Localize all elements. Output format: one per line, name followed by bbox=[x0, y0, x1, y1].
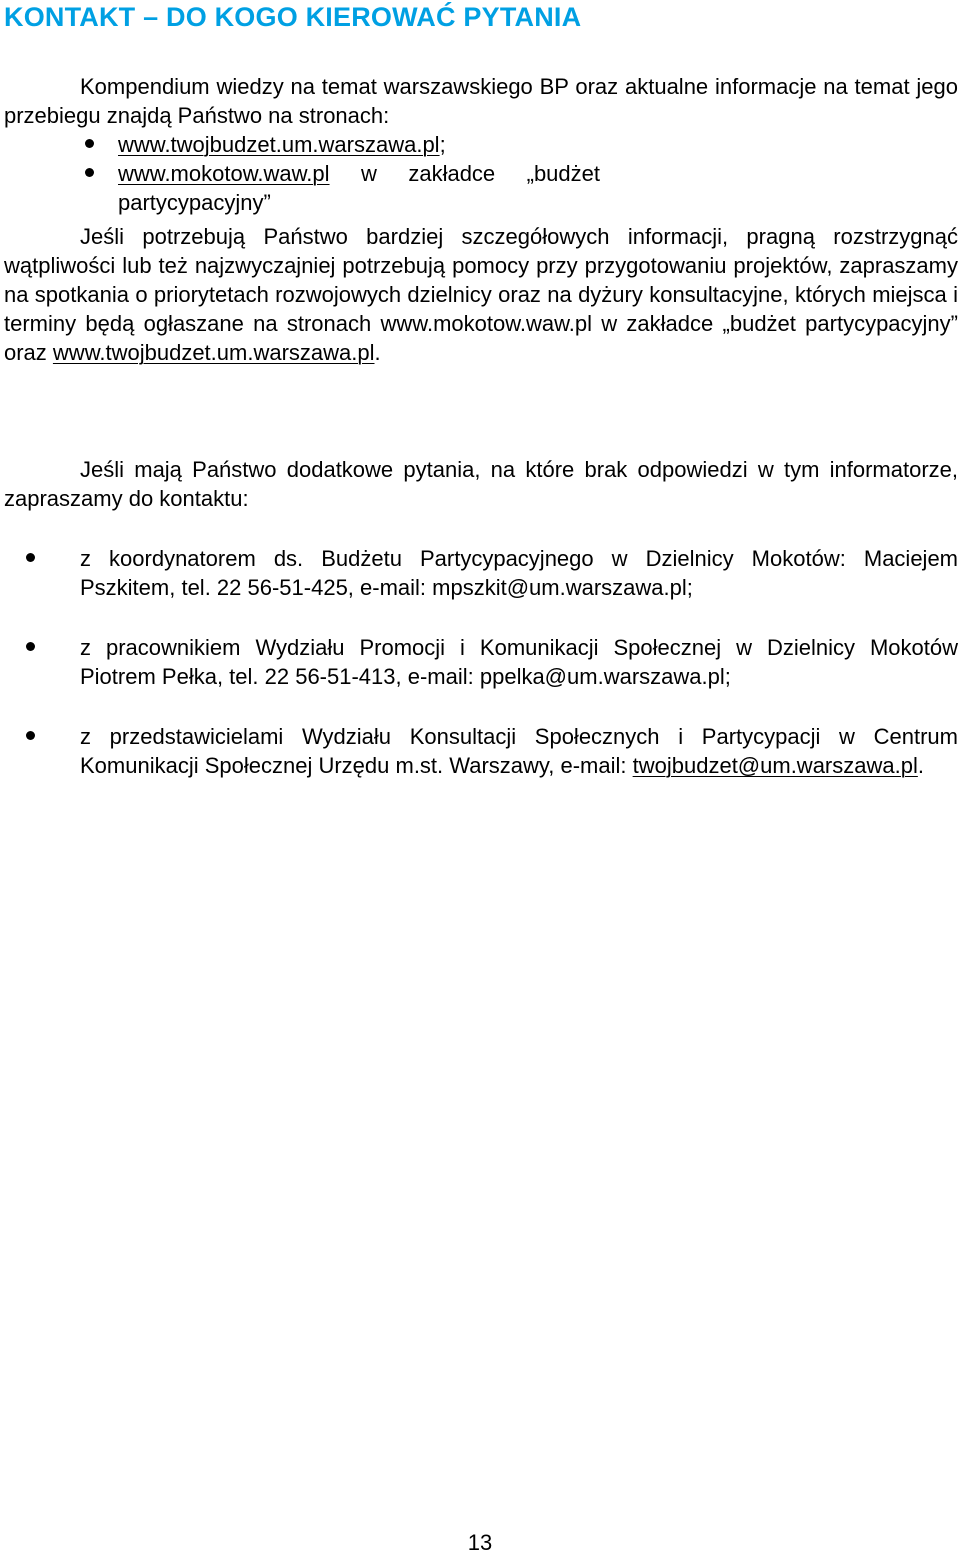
intro-paragraph bbox=[4, 72, 958, 130]
bullet-icon bbox=[26, 731, 35, 740]
paragraph-consultations bbox=[4, 222, 958, 367]
page-title: KONTAKT – DO KOGO KIEROWAĆ PYTANIA bbox=[4, 2, 582, 32]
paragraph-contact-intro: Jeśli mają Państwo dodatkowe pytania, na które brak odpowiedzi w tym informatorze, zapraszamy do kontaktu: bbox=[4, 457, 958, 511]
contact-item bbox=[0, 722, 958, 780]
contact-item bbox=[0, 544, 958, 602]
email-link[interactable]: twojbudzet@um.warszawa.pl bbox=[632, 753, 918, 778]
bullet-icon bbox=[85, 139, 94, 148]
contact-item bbox=[0, 633, 958, 691]
bullet-icon bbox=[26, 553, 35, 562]
link-suffix: w zakładce „budżet partycypacyjny” bbox=[118, 161, 600, 215]
contact-text: z koordynatorem ds. Budżetu Partycypacyjnego w Dzielnicy Mokotów: Maciejem Pszkitem, tel. 22 56-51-425, e-mail: mpszkit@um.warszawa.pl; bbox=[80, 546, 958, 600]
link-twojbudzet-inline[interactable]: www.twojbudzet.um.warszawa.pl bbox=[52, 340, 375, 365]
list-item bbox=[0, 130, 600, 159]
page-number: 13 bbox=[467, 1530, 493, 1555]
paragraph-end: . bbox=[374, 340, 381, 365]
intro-text: Kompendium wiedzy na temat warszawskiego BP oraz aktualne informacje na temat jego przebiegu znajdą Państwo na stronach: bbox=[4, 74, 958, 128]
contact-end: . bbox=[917, 753, 924, 778]
bullet-icon bbox=[26, 642, 35, 651]
list-item bbox=[0, 159, 600, 217]
contacts-list bbox=[0, 544, 958, 780]
link-suffix: ; bbox=[439, 132, 446, 157]
contact-text: z pracownikiem Wydziału Promocji i Komunikacji Społecznej w Dzielnicy Mokotów Piotrem Pełka, tel. 22 56-51-413, e-mail: ppelka@um.warszawa.pl; bbox=[80, 635, 958, 689]
link-mokotow[interactable]: www.mokotow.waw.pl bbox=[118, 161, 330, 186]
intro-links-list bbox=[0, 130, 600, 217]
link-twojbudzet[interactable]: www.twojbudzet.um.warszawa.pl bbox=[118, 132, 440, 157]
contact-text: z przedstawicielami Wydziału Konsultacji Społecznych i Partycypacji w Centrum Komunikacji Społecznej Urzędu m.st. Warszawy, e-mail: bbox=[80, 724, 958, 778]
paragraph-text: Jeśli potrzebują Państwo bardziej szczegółowych informacji, pragną rozstrzygnąć wątpliwości lub też najzwyczajniej potrzebują pomocy przy przygotowaniu projektów, zapraszamy na spotkania o priorytetach rozwojowych dzielnicy oraz na dyżury konsultacyjne, których miejsca i terminy będą ogłaszane na stronach www.mokotow.waw.pl w zakładce „budżet partycypacyjny” oraz bbox=[4, 224, 958, 365]
bullet-icon bbox=[85, 168, 94, 177]
